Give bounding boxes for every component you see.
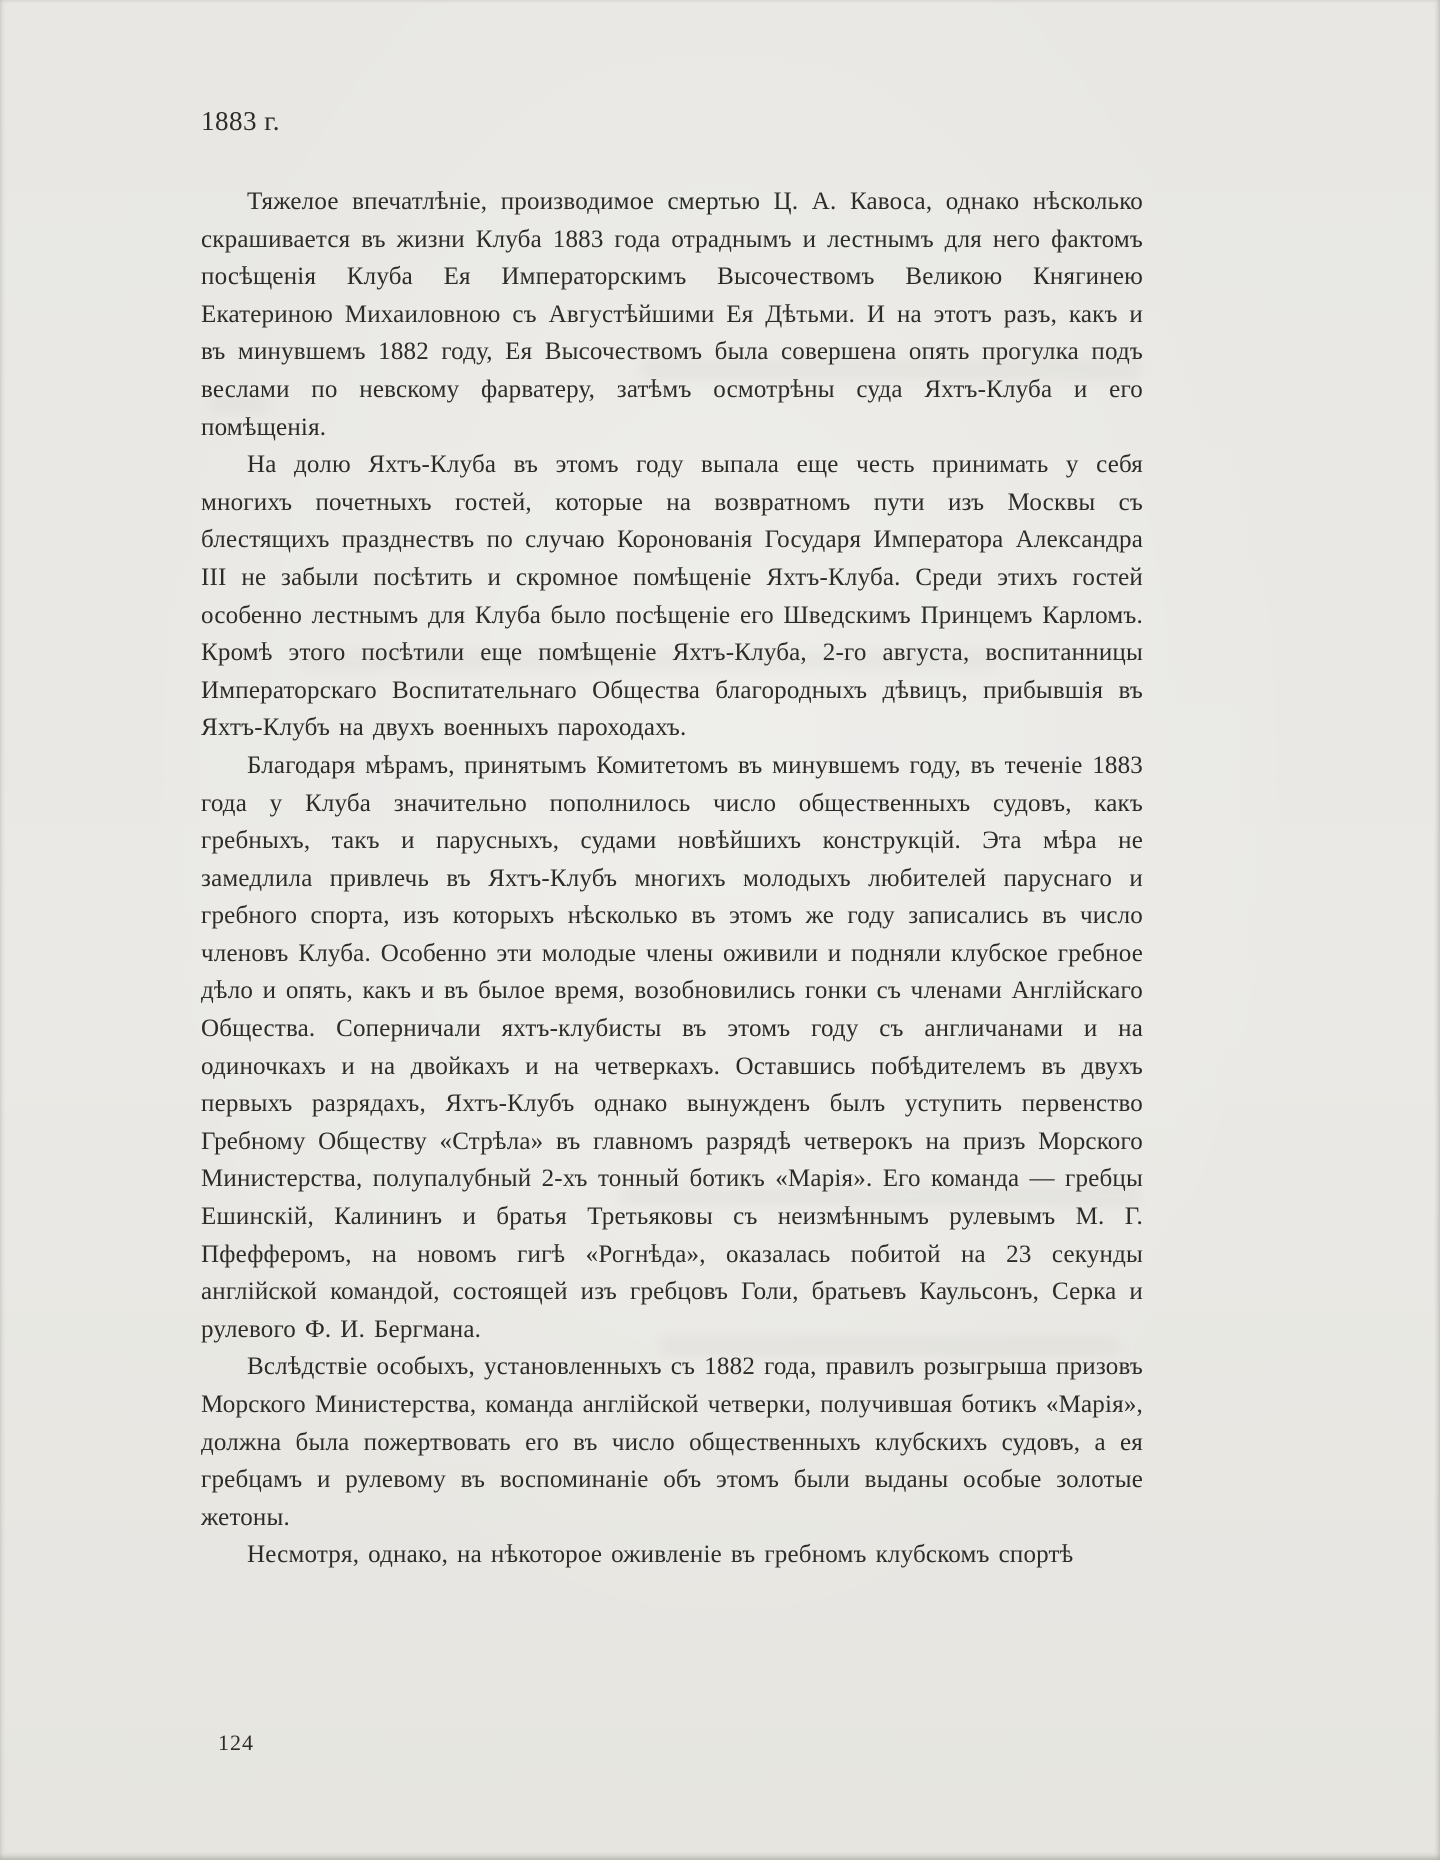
paragraph-1: Тяжелое впечатлѣніе, производимое смертью Ц. А. Кавоса, однако нѣсколько скрашивается въ жизни Клуба 1883 года отраднымъ и лестнымъ для него фактомъ посѣщенія Клуба Ея Императорскимъ Высочествомъ Великою Княгинею Екатериною Михаиловною съ Августѣйшими Ея Дѣтьми. И на этотъ разъ, какъ и въ минувшемъ 1882 году, Ея Высочествомъ была совершена опять прогулка подъ веслами по невскому фарватеру, затѣмъ осмотрѣны суда Яхтъ-Клуба и его помѣщенія. bbox=[201, 188, 1143, 441]
text-block bbox=[201, 106, 1143, 1574]
paragraph-4: Вслѣдствіе особыхъ, установленныхъ съ 1882 года, правилъ розыгрыша призовъ Морского Министерства, команда англійской четверки, получившая ботикъ «Марія», должна была пожертвовать его въ число общественныхъ клубскихъ судовъ, а ея гребцамъ и рулевому въ воспоминаніе объ этомъ были выданы особые золотые жетоны. bbox=[201, 1353, 1143, 1531]
paragraph-2: На долю Яхтъ-Клуба въ этомъ году выпала еще честь принимать у себя многихъ почетныхъ гостей, которые на возвратномъ пути изъ Москвы съ блестящихъ празднествъ по случаю Коронованія Государя Императора Александра III не забыли посѣтить и скромное помѣщеніе Яхтъ-Клуба. Среди этихъ гостей особенно лестнымъ для Клуба было посѣщеніе его Шведскимъ Принцемъ Карломъ. Кромѣ этого посѣтили еще помѣщеніе Яхтъ-Клуба, 2-го августа, воспитанницы Императорскаго Воспитательнаго Общества благородныхъ дѣвицъ, прибывшія въ Яхтъ-Клубъ на двухъ военныхъ пароходахъ. bbox=[201, 451, 1143, 742]
body-text bbox=[201, 183, 1143, 1574]
date-heading: 1883 г. bbox=[201, 106, 281, 136]
paragraph-3: Благодаря мѣрамъ, принятымъ Комитетомъ въ минувшемъ году, въ теченіе 1883 года у Клуба значительно пополнилось число общественныхъ судовъ, какъ гребныхъ, такъ и парусныхъ, судами новѣйшихъ конструкцій. Эта мѣра не замедлила привлечь въ Яхтъ-Клубъ многихъ молодыхъ любителей паруснаго и гребного спорта, изъ которыхъ нѣсколько въ этомъ же году записались въ число членовъ Клуба. Особенно эти молодые члены оживили и подняли клубское гребное дѣло и опять, какъ и въ былое время, возобновились гонки съ членами Англійскаго Общества. Соперничали яхтъ-клубисты въ этомъ году съ англичанами и на одиночкахъ и на двойкахъ и на четверкахъ. Оставшись побѣдителемъ въ двухъ первыхъ разрядахъ, Яхтъ-Клубъ однако вынужденъ былъ уступить первенство Гребному Обществу «Стрѣла» въ главномъ разрядѣ четверокъ на призъ Морского Министерства, полупалубный 2-хъ тонный ботикъ «Марія». Его команда — гребцы Ешинскій, Калининъ и братья Третьяковы съ неизмѣннымъ рулевымъ М. Г. Пфефферомъ, на новомъ гигѣ «Рогнѣда», оказалась побитой на 23 секунды англійской командой, состоящей изъ гребцовъ Голи, братьевъ Каульсонъ, Серка и рулевого Ф. И. Бергмана. bbox=[201, 751, 1143, 1343]
page-number: 124 bbox=[218, 1730, 254, 1755]
paragraph-5: Несмотря, однако, на нѣкоторое оживленіе въ гребномъ клубскомъ спортѣ bbox=[247, 1541, 1074, 1569]
